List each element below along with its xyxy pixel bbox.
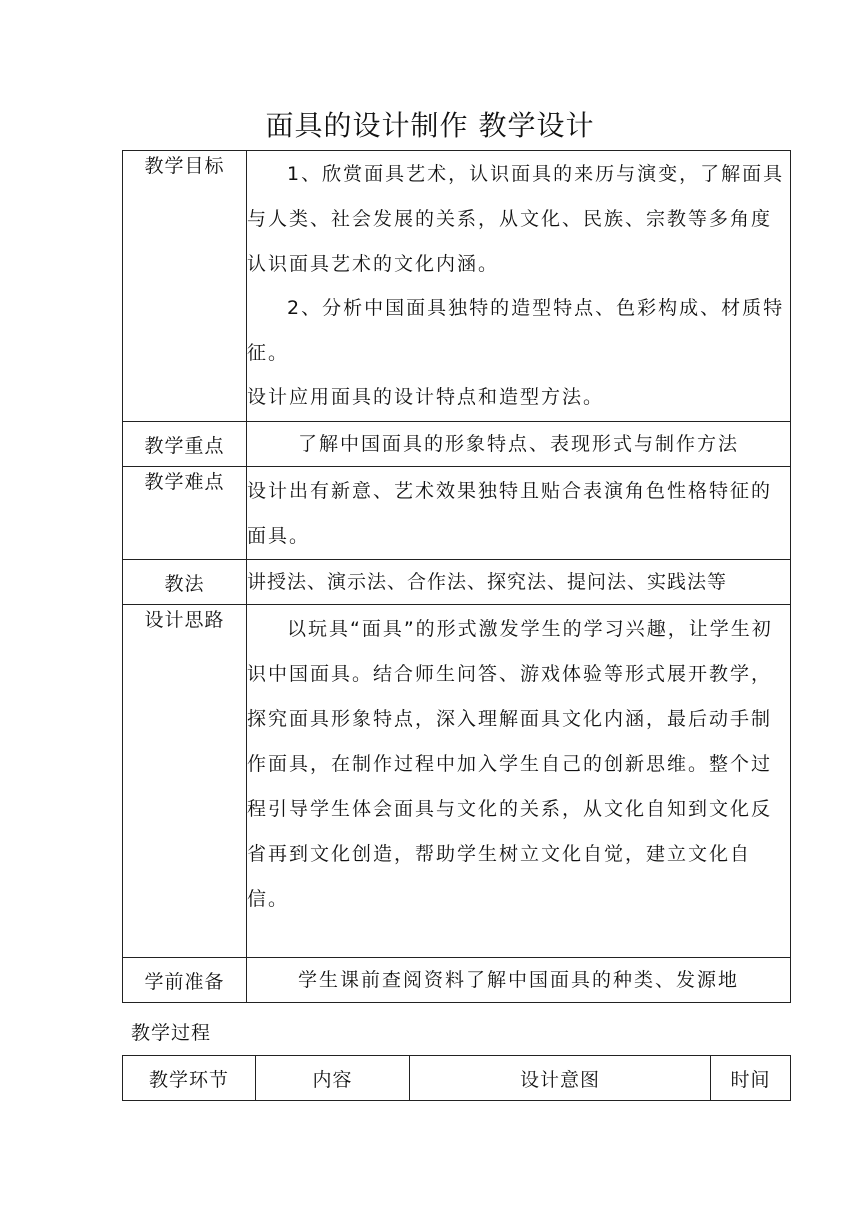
process-header-intent: 设计意图 (410, 1056, 711, 1101)
design-idea-label: 设计思路 (123, 605, 247, 958)
design-idea-content: 以玩具“面具”的形式激发学生的学习兴趣，让学生初识中国面具。结合师生问答、游戏体验等形式展开教学，探究面具形象特点，深入理解面具文化内涵，最后动手制作面具，在制作过程中加入学生自己的创新思维。整个过程引导学生体会面具与文化的关系，从文化自知到文化反省再到文化创造，帮助学生树立文化自觉，建立文化自信。 (247, 605, 791, 958)
key-points-row (123, 422, 791, 467)
process-table (122, 1055, 791, 1101)
methods-content: 讲授法、演示法、合作法、探究法、提问法、实践法等 (247, 560, 791, 605)
design-idea-row (123, 605, 791, 958)
difficulties-label: 教学难点 (123, 467, 247, 560)
document-title: 面具的设计制作 教学设计 (265, 109, 595, 142)
methods-row (123, 560, 791, 605)
objective-item-2: 2、分析中国面具独特的造型特点、色彩构成、材质特征。 (247, 297, 785, 364)
objectives-content (247, 151, 791, 422)
process-header-time: 时间 (711, 1056, 791, 1101)
process-header-content: 内容 (256, 1056, 410, 1101)
preparation-content: 学生课前查阅资料了解中国面具的种类、发源地 (247, 958, 791, 1003)
difficulties-content: 设计出有新意、艺术效果独特且贴合表演角色性格特征的面具。 (247, 467, 791, 560)
objective-item-3: 设计应用面具的设计特点和造型方法。 (247, 386, 605, 408)
process-header-stage: 教学环节 (123, 1056, 256, 1101)
preparation-label: 学前准备 (123, 958, 247, 1003)
process-heading: 教学过程 (131, 1022, 212, 1044)
key-points-label: 教学重点 (123, 422, 247, 467)
key-points-content: 了解中国面具的形象特点、表现形式与制作方法 (247, 422, 791, 467)
methods-label: 教法 (123, 560, 247, 605)
process-header-row (123, 1056, 791, 1101)
preparation-row (123, 958, 791, 1003)
lesson-plan-table (122, 150, 791, 1003)
difficulties-row (123, 467, 791, 560)
objectives-row (123, 151, 791, 422)
objective-item-1: 1、欣赏面具艺术，认识面具的来历与演变，了解面具与人类、社会发展的关系，从文化、民族、宗教等多角度认识面具艺术的文化内涵。 (247, 163, 785, 275)
objectives-label: 教学目标 (123, 151, 247, 422)
